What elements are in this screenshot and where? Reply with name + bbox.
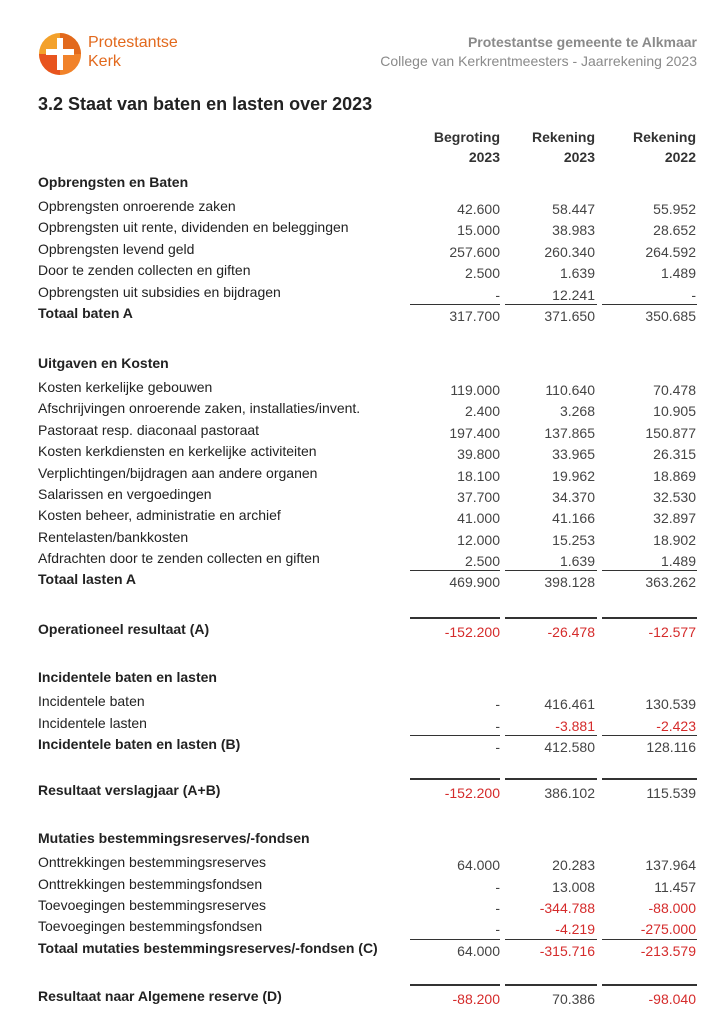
row-value-col3: -98.040 — [648, 990, 696, 1007]
row-value-col2: 412.580 — [544, 739, 595, 756]
row-value-col3: -12.577 — [648, 624, 696, 641]
row-label: Onttrekkingen bestemmingsreserves — [38, 854, 266, 871]
row-label: Totaal mutaties bestemmingsreserves/-fondsen (C) — [38, 939, 378, 956]
sum-line — [505, 984, 597, 986]
sum-line — [410, 570, 500, 571]
table-row — [38, 505, 697, 526]
row-value-col2: 371.650 — [544, 307, 595, 324]
row-value-col3: 70.478 — [653, 381, 696, 398]
row-label: Incidentele baten — [38, 693, 145, 710]
section-heading-label: Uitgaven en Kosten — [38, 354, 169, 371]
row-value-col3: -213.579 — [640, 942, 696, 959]
row-value-col2: 19.962 — [552, 467, 595, 484]
row-value-col3: 130.539 — [645, 696, 696, 713]
row-value-col2: 20.283 — [552, 857, 595, 874]
row-value-col2: 70.386 — [552, 990, 595, 1007]
table-row — [38, 895, 697, 916]
table-row — [38, 441, 697, 462]
row-label: Resultaat naar Algemene reserve (D) — [38, 987, 282, 1004]
table-row — [38, 217, 697, 238]
row-value-col2: 12.241 — [552, 286, 595, 303]
row-value-col3: 32.897 — [653, 510, 696, 527]
row-value-col3: 32.530 — [653, 488, 696, 505]
logo-line1: Protestantse — [88, 34, 178, 51]
table-row — [38, 398, 697, 419]
sum-line — [410, 939, 500, 940]
section-heading — [38, 663, 697, 691]
row-value-col2: 386.102 — [544, 785, 595, 802]
sum-line — [505, 735, 597, 736]
row-value-col1: 15.000 — [457, 222, 500, 239]
row-value-col2: 1.639 — [559, 265, 595, 282]
page-title: 3.2 Staat van baten en lasten over 2023 — [38, 94, 373, 114]
row-value-col2: 34.370 — [552, 488, 595, 505]
table-row — [38, 713, 697, 734]
row-value-col3: 18.869 — [653, 467, 696, 484]
row-value-col2: -4.219 — [555, 921, 595, 938]
row-value-col2: 38.983 — [552, 222, 595, 239]
row-label: Opbrengsten onroerende zaken — [38, 198, 236, 214]
section-heading — [38, 168, 697, 196]
section-heading-label: Incidentele baten en lasten — [38, 669, 217, 686]
row-value-col1: 18.100 — [457, 467, 500, 484]
row-value-col1: - — [495, 921, 500, 938]
row-label: Resultaat verslagjaar (A+B) — [38, 782, 221, 799]
sum-line — [602, 617, 697, 619]
row-value-col1: 2.500 — [464, 553, 500, 570]
row-value-col2: 1.639 — [559, 553, 595, 570]
sum-line — [505, 778, 597, 780]
table-row — [38, 260, 697, 281]
row-value-col1: 64.000 — [457, 857, 500, 874]
row-label: Onttrekkingen bestemmingsfondsen — [38, 875, 263, 892]
protestantse-kerk-logo-icon — [38, 32, 82, 76]
sum-line — [602, 778, 697, 780]
row-value-col2: 110.640 — [545, 381, 595, 398]
sum-line — [602, 304, 697, 305]
document-subtitle: College van Kerkrentmeesters - Jaarrekening 2023 — [380, 53, 697, 69]
total-row — [38, 734, 697, 760]
row-value-col1: 12.000 — [457, 531, 500, 548]
table-row — [38, 282, 697, 303]
row-value-col3: 26.315 — [653, 446, 696, 463]
table-row — [38, 463, 697, 484]
table-row — [38, 852, 697, 873]
row-label: Totaal lasten A — [38, 571, 137, 588]
row-value-col2: 416.461 — [544, 696, 595, 713]
section-heading-label: Mutaties bestemmingsreserves/-fondsen — [38, 830, 310, 847]
row-label: Kosten kerkelijke gebouwen — [38, 378, 213, 395]
total-row — [38, 938, 697, 964]
row-value-col1: 39.800 — [457, 446, 500, 463]
sum-line — [602, 570, 697, 571]
table-row — [38, 691, 697, 712]
row-value-col2: 398.128 — [544, 574, 595, 591]
row-value-col3: 264.592 — [645, 243, 696, 260]
row-value-col1: - — [495, 717, 500, 734]
row-label: Operationeel resultaat (A) — [38, 621, 210, 638]
column-header-begroting-2023: Begroting 2023 — [433, 129, 500, 165]
sum-line — [505, 617, 597, 619]
row-value-col3: -2.423 — [656, 717, 696, 734]
row-value-col1: -152.200 — [444, 785, 500, 802]
row-label: Door te zenden collecten en giften — [38, 262, 251, 279]
row-value-col2: 41.166 — [552, 510, 595, 527]
row-value-col1: -88.200 — [452, 990, 500, 1007]
row-label: Pastoraat resp. diaconaal pastoraat — [38, 421, 260, 438]
sum-line — [410, 984, 500, 986]
result-row — [38, 986, 697, 1012]
row-label: Totaal baten A — [38, 304, 133, 321]
logo-line2: Kerk — [88, 53, 121, 70]
row-value-col2: 137.865 — [544, 424, 595, 441]
row-value-col2: 33.965 — [552, 446, 595, 463]
row-label: Afdrachten door te zenden collecten en giften — [38, 550, 320, 567]
row-value-col2: 13.008 — [552, 878, 595, 895]
row-value-col1: 42.600 — [457, 201, 500, 217]
row-label: Rentelasten/bankkosten — [38, 528, 189, 545]
row-label: Salarissen en vergoedingen — [38, 485, 212, 502]
table-body — [38, 168, 697, 1012]
sum-line — [602, 735, 697, 736]
row-value-col3: 150.877 — [645, 424, 696, 441]
row-value-col3: -275.000 — [640, 921, 696, 938]
table-row — [38, 874, 697, 895]
row-value-col3: 10.905 — [653, 403, 696, 420]
row-value-col1: 2.500 — [464, 265, 500, 282]
section-heading — [38, 349, 697, 377]
table-row — [38, 196, 697, 217]
row-value-col1: -152.200 — [444, 624, 500, 641]
column-header-rekening-2023: Rekening 2023 — [531, 129, 595, 165]
total-row — [38, 569, 697, 595]
row-value-col3: 128.116 — [646, 739, 696, 756]
row-label: Kosten kerkdiensten en kerkelijke activiteiten — [38, 443, 317, 460]
sum-line — [505, 304, 597, 305]
sum-line — [410, 617, 500, 619]
row-value-col3: 115.539 — [646, 785, 696, 802]
column-headers — [38, 124, 697, 168]
row-value-col3: -88.000 — [648, 900, 696, 917]
row-value-col2: 58.447 — [552, 201, 595, 217]
section-heading — [38, 824, 697, 852]
sum-line — [505, 939, 597, 940]
sum-line — [602, 939, 697, 940]
row-value-col3: 1.489 — [660, 553, 696, 570]
spacer — [38, 595, 697, 619]
row-value-col1: 2.400 — [464, 403, 500, 420]
sum-line — [505, 570, 597, 571]
row-value-col1: 41.000 — [457, 510, 500, 527]
table-row — [38, 420, 697, 441]
header-right — [380, 33, 697, 71]
row-value-col3: 137.964 — [645, 857, 696, 874]
row-value-col1: 257.600 — [449, 243, 500, 260]
row-value-col1: - — [495, 878, 500, 895]
spacer — [38, 964, 697, 986]
row-value-col1: 119.000 — [450, 381, 500, 398]
row-value-col3: 11.457 — [654, 878, 696, 895]
statement-table — [38, 124, 697, 1012]
row-label: Toevoegingen bestemmingsfondsen — [38, 918, 263, 935]
page-header — [0, 0, 713, 90]
row-label: Afschrijvingen onroerende zaken, installaties/invent. — [38, 400, 361, 417]
table-row — [38, 527, 697, 548]
row-label: Incidentele baten en lasten (B) — [38, 736, 241, 753]
row-value-col2: 3.268 — [559, 403, 595, 420]
organization-name: Protestantse gemeente te Alkmaar — [467, 34, 697, 50]
spacer — [38, 806, 697, 824]
row-value-col1: - — [495, 900, 500, 917]
row-value-col2: 15.253 — [552, 531, 595, 548]
row-label: Incidentele lasten — [38, 714, 147, 731]
table-row — [38, 239, 697, 260]
sum-line — [410, 778, 500, 780]
row-value-col1: - — [495, 286, 500, 303]
row-value-col2: -26.478 — [547, 624, 595, 641]
result-row — [38, 619, 697, 645]
row-value-col3: - — [691, 286, 696, 303]
spacer — [38, 760, 697, 780]
row-label: Opbrengsten uit subsidies en bijdragen — [38, 283, 281, 300]
row-label: Verplichtingen/bijdragen aan andere organen — [38, 464, 318, 481]
table-row — [38, 916, 697, 937]
table-row — [38, 377, 697, 398]
row-value-col3: 350.685 — [645, 307, 696, 324]
row-value-col2: -315.716 — [539, 942, 595, 959]
row-value-col2: -344.788 — [539, 900, 595, 917]
sum-line — [410, 304, 500, 305]
table-row — [38, 548, 697, 569]
row-value-col1: - — [495, 739, 500, 756]
spacer — [38, 329, 697, 349]
section-heading-label: Opbrengsten en Baten — [38, 174, 189, 190]
spacer — [38, 645, 697, 663]
row-value-col1: 197.400 — [449, 424, 500, 441]
row-value-col3: 55.952 — [653, 201, 696, 217]
row-label: Opbrengsten levend geld — [38, 240, 195, 257]
sum-line — [410, 735, 500, 736]
row-value-col1: - — [495, 696, 500, 713]
row-label: Toevoegingen bestemmingsreserves — [38, 897, 267, 914]
logo-text — [88, 33, 178, 71]
row-value-col1: 64.000 — [457, 942, 500, 959]
row-value-col1: 317.700 — [449, 307, 500, 324]
row-label: Opbrengsten uit rente, dividenden en beleggingen — [38, 219, 349, 236]
row-value-col3: 18.902 — [653, 531, 696, 548]
row-value-col1: 37.700 — [457, 488, 500, 505]
result-row — [38, 780, 697, 806]
row-value-col3: 1.489 — [660, 265, 696, 282]
row-value-col3: 363.262 — [645, 574, 696, 591]
row-value-col2: 260.340 — [544, 243, 595, 260]
row-value-col3: 28.652 — [653, 222, 696, 239]
row-value-col2: -3.881 — [555, 717, 595, 734]
total-row — [38, 303, 697, 329]
row-value-col1: 469.900 — [449, 574, 500, 591]
sum-line — [602, 984, 697, 986]
row-label: Kosten beheer, administratie en archief — [38, 507, 281, 524]
column-header-rekening-2022: Rekening 2022 — [632, 129, 696, 165]
table-row — [38, 484, 697, 505]
